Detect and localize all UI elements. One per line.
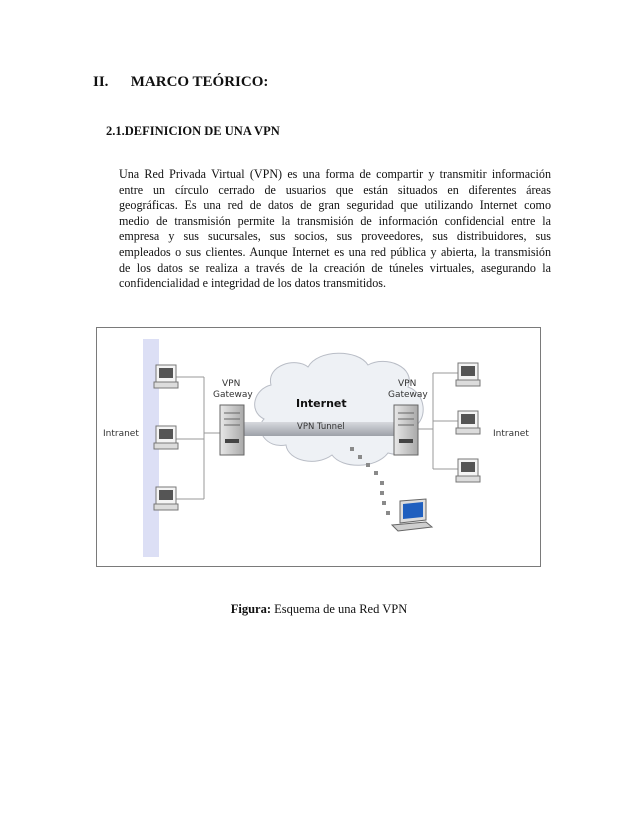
section-title: MARCO TEÓRICO:	[130, 74, 269, 90]
computer-icon	[456, 459, 480, 482]
gateway-left-label-vpn: VPN	[222, 379, 241, 389]
computer-icon	[154, 365, 178, 388]
computer-icon	[154, 426, 178, 449]
section-number: II.	[93, 74, 109, 90]
caption-text: Esquema de una Red VPN	[271, 602, 408, 616]
gateway-left-label: Gateway	[213, 390, 253, 400]
paragraph-line: empleados o sus clientes. Aunque Internet es una red pública y abierta, la transmisión	[119, 244, 551, 259]
section-heading	[93, 74, 268, 91]
tunnel-label: VPN Tunnel	[297, 422, 345, 432]
definition-paragraph	[119, 167, 551, 292]
paragraph-line: medio de transmisión permite la transmisión de información confidencial entre la	[119, 213, 551, 228]
paragraph-line: geográficas. Es una red de datos de gran seguridad que utilizando Internet como	[119, 198, 551, 213]
figure-caption	[0, 602, 638, 617]
paragraph-line: confidencialidad e integridad de los datos transmitidos.	[119, 276, 387, 291]
computer-icon	[456, 363, 480, 386]
vpn-gateway-left-server-icon	[220, 405, 244, 455]
paragraph-line: Una Red Privada Virtual (VPN) es una forma de compartir y transmitir información	[119, 167, 551, 181]
laptop-screen	[403, 502, 423, 519]
intranet-left-label: Intranet	[103, 429, 139, 439]
vpn-gateway-right-server-icon	[394, 405, 418, 455]
paragraph-line: empresa y sus sucursales, sus socios, sus proveedores, sus distribuidores, sus	[119, 229, 551, 244]
paragraph-line: entre un círculo cerrado de usuarios que están situados en diferentes áreas	[119, 182, 551, 197]
vpn-diagram	[96, 327, 541, 567]
computer-icon	[456, 411, 480, 434]
subsection-title: 2.1.DEFINICION DE UNA VPN	[106, 124, 280, 138]
computer-icon	[154, 487, 178, 510]
caption-label: Figura:	[230, 602, 272, 616]
intranet-right-label: Intranet	[493, 429, 529, 439]
internet-label: Internet	[296, 397, 347, 410]
gateway-right-label-vpn: VPN	[398, 379, 417, 389]
paragraph-line: de los datos se realiza a través de la creación de túneles virtuales, asegurando la	[119, 260, 551, 275]
gateway-right-label: Gateway	[388, 390, 428, 400]
